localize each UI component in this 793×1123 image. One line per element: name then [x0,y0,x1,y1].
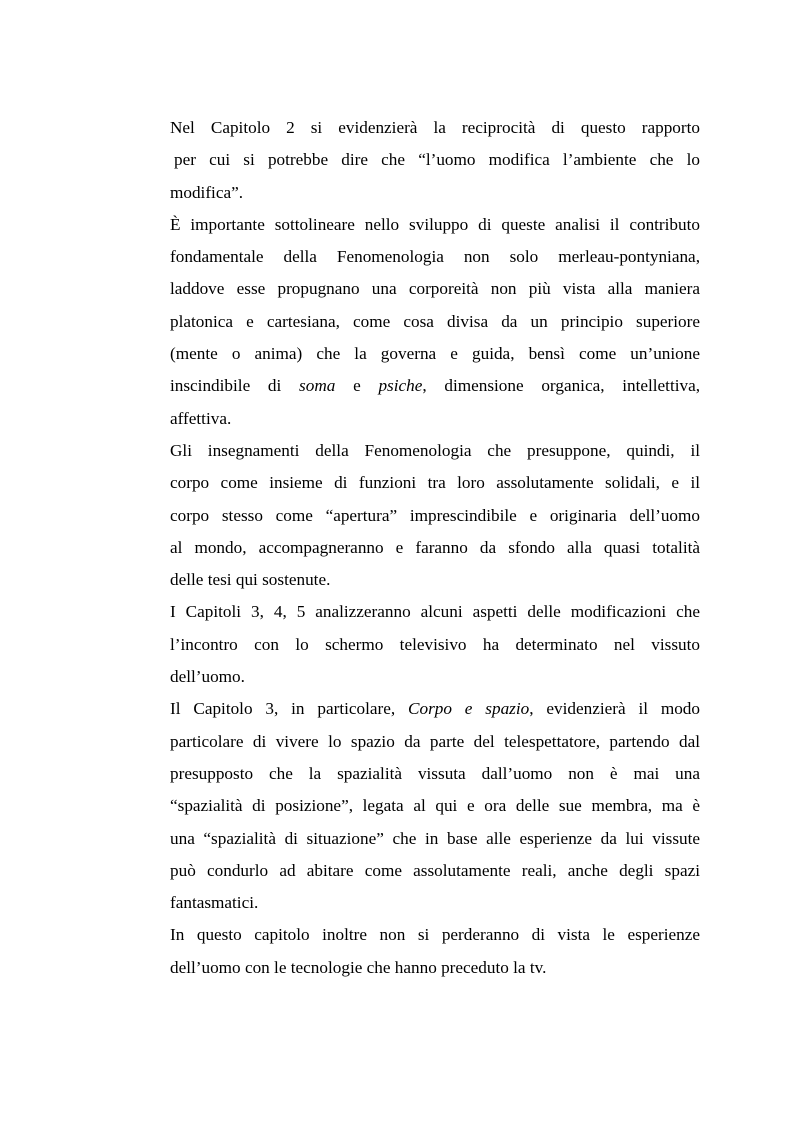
text-line-with-italics [170,370,700,402]
body-text [170,112,700,984]
text-line: al mondo, accompagneranno e faranno da sfondo alla quasi totalità [170,537,700,557]
text-line: laddove esse propugnano una corporeità non più vista alla maniera [170,279,700,299]
text-line: corpo stesso come “apertura” imprescindibile e originaria dell’uomo [170,505,700,525]
italic-term: soma [299,376,336,396]
text-line: dell’uomo. [170,667,245,687]
text-line: particolare di vivere lo spazio da parte del telespettatore, partendo dal [170,731,700,751]
text-line: platonica e cartesiana, come cosa divisa da un principio superiore [170,311,700,331]
italic-term: psiche [378,376,423,396]
text-line: una “spazialità di situazione” che in base alle esperienze da lui vissute [170,828,700,848]
text-line: delle tesi qui sostenute. [170,570,331,590]
text-fragment: , dimensione organica, intellettiva, [422,376,701,396]
text-line: (mente o anima) che la governa e guida, bensì come un’unione [170,344,700,364]
text-line: modifica”. [170,182,244,202]
text-line: fantasmatici. [170,893,259,913]
text-fragment: , evidenzierà il modo [529,699,700,719]
text-line: affettiva. [170,408,232,428]
text-line: presupposto che la spazialità vissuta dall’uomo non è mai una [170,763,700,783]
italic-title: Corpo e spazio [408,699,530,719]
text-line: È importante sottolineare nello sviluppo di queste analisi il contributo [170,214,700,234]
text-fragment: e [353,376,361,396]
text-line: corpo come insieme di funzioni tra loro assolutamente solidali, e il [170,473,700,493]
text-line: “spazialità di posizione”, legata al qui e ora delle sue membra, ma è [170,796,700,816]
text-fragment: Il Capitolo 3, in particolare, [170,699,396,719]
text-line: per cui si potrebbe dire che “l’uomo modifica l’ambiente che lo [174,150,700,170]
text-line: In questo capitolo inoltre non si perderanno di vista le esperienze [170,925,700,945]
text-line: può condurlo ad abitare come assolutamente reali, anche degli spazi [170,860,700,880]
text-line: Nel Capitolo 2 si evidenzierà la reciprocità di questo rapporto [170,118,700,137]
text-line: I Capitoli 3, 4, 5 analizzeranno alcuni aspetti delle modificazioni che [170,602,700,622]
text-line-with-italics [170,693,700,725]
text-line: Gli insegnamenti della Fenomenologia che presuppone, quindi, il [170,440,700,460]
text-line: l’incontro con lo schermo televisivo ha determinato nel vissuto [170,634,700,654]
text-fragment: inscindibile di [170,376,282,396]
text-line: dell’uomo con le tecnologie che hanno preceduto la tv. [170,957,547,977]
text-line: fondamentale della Fenomenologia non solo merleau-pontyniana, [170,247,700,267]
